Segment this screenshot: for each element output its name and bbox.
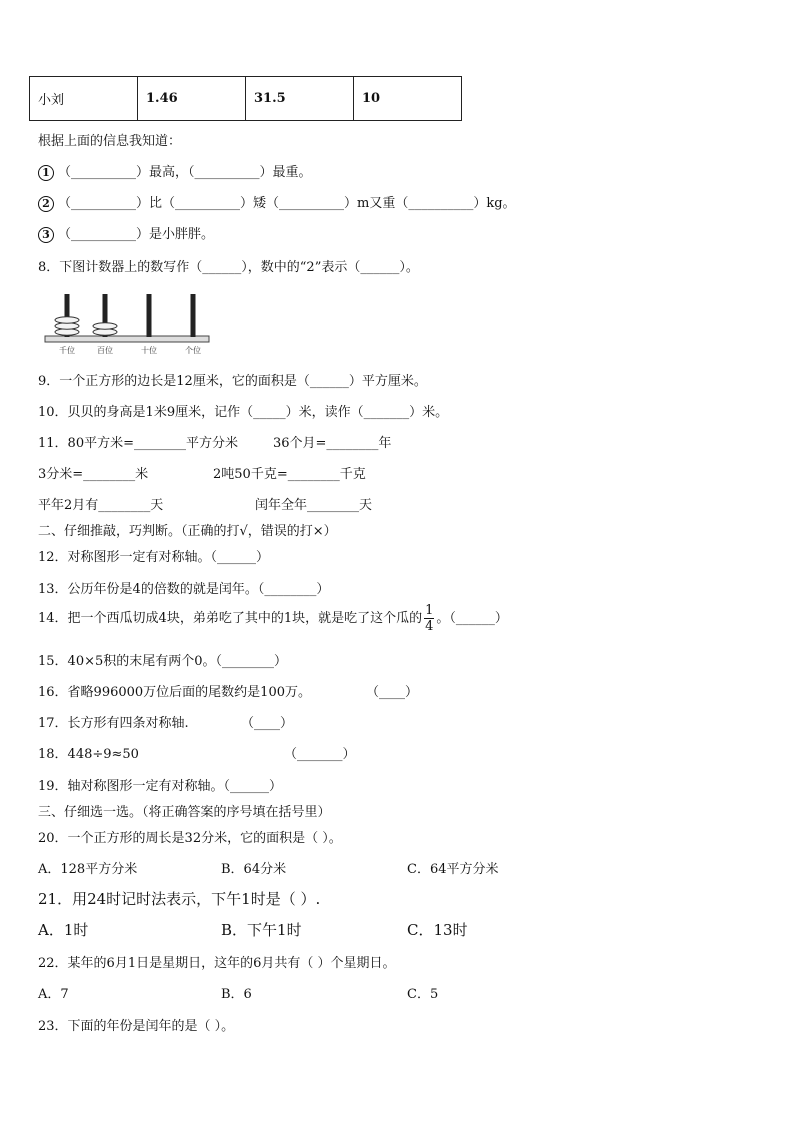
- section-3-heading: 三、仔细选一选。（将正确答案的序号填在括号里）: [38, 805, 331, 820]
- abacus-place-label: 百位: [97, 346, 113, 355]
- circled-number: 2: [38, 196, 54, 212]
- circled-number: 1: [38, 165, 54, 181]
- question-22-option-a: A．7: [38, 987, 69, 1002]
- table-cell-weight: 31.5: [246, 77, 354, 121]
- abacus-bead: [93, 329, 117, 335]
- question-17: 17．长方形有四条对称轴.: [38, 716, 189, 731]
- question-20-option-b: B．64分米: [221, 862, 287, 877]
- question-21-option-a: A．1时: [38, 921, 89, 939]
- abacus-rod: [147, 294, 152, 337]
- abacus-place-label: 千位: [59, 346, 75, 355]
- question-18-paren: （_______）: [284, 747, 356, 762]
- info-heading: 根据上面的信息我知道：: [38, 134, 182, 149]
- question-15: 15．40×5积的末尾有两个0。（________）: [38, 654, 288, 669]
- question-8: 8．下图计数器上的数写作（______），数中的“2”表示（______）。: [38, 260, 419, 275]
- abacus-bead: [93, 323, 117, 329]
- question-22-option-c: C．5: [407, 987, 439, 1002]
- question-22: 22．某年的6月1日是星期日，这年的6月共有（ ）个星期日。: [38, 956, 396, 971]
- table-row: [30, 77, 462, 121]
- question-16-paren: （____）: [366, 685, 419, 700]
- section-2-heading: 二、仔细推敲，巧判断。（正确的打√，错误的打×）: [38, 524, 337, 539]
- info-item-3: [38, 223, 214, 243]
- question-13: 13．公历年份是4的倍数的就是闰年。（________）: [38, 582, 330, 597]
- question-11-a: 11．80平方米=________平方分米: [38, 436, 238, 451]
- question-11-c: 3分米=________米: [38, 467, 149, 482]
- question-21: 21．用24时记时法表示，下午1时是（ ）.: [38, 890, 321, 908]
- abacus-figure: [43, 290, 211, 356]
- question-10: 10．贝贝的身高是1米9厘米，记作（_____）米，读作（_______）米。: [38, 405, 449, 420]
- table-cell-height: 1.46: [138, 77, 246, 121]
- question-9: 9．一个正方形的边长是12厘米，它的面积是（______）平方厘米。: [38, 374, 427, 389]
- info-item-text: （__________）是小胖胖。: [58, 227, 215, 242]
- question-20: 20．一个正方形的周长是32分米，它的面积是（ ）。: [38, 831, 342, 846]
- table-cell-name: 小刘: [30, 77, 138, 121]
- question-19: 19．轴对称图形一定有对称轴。（______）: [38, 779, 283, 794]
- question-12: 12．对称图形一定有对称轴。（______）: [38, 550, 270, 565]
- abacus-bead: [55, 329, 79, 335]
- info-item-1: [38, 161, 312, 181]
- circled-number: 3: [38, 227, 54, 243]
- question-16: 16．省略996000万位后面的尾数约是100万。: [38, 685, 311, 700]
- abacus-place-label: 个位: [185, 346, 201, 355]
- fraction-one-quarter: [424, 604, 434, 633]
- abacus-bead: [55, 323, 79, 329]
- info-item-text: （__________）最高，（__________）最重。: [58, 165, 312, 180]
- question-11-e: 平年2月有________天: [38, 498, 164, 513]
- info-table: [29, 76, 462, 121]
- table-cell-age: 10: [354, 77, 462, 121]
- question-21-option-c: C．13时: [407, 921, 468, 939]
- abacus-place-label: 十位: [141, 346, 157, 355]
- question-11-d: 2吨50千克=________千克: [213, 467, 366, 482]
- question-11-b: 36个月=________年: [273, 436, 392, 451]
- question-23: 23．下面的年份是闰年的是（ ）。: [38, 1019, 235, 1034]
- question-14: [38, 604, 508, 633]
- fraction-denominator: 4: [425, 619, 434, 634]
- question-22-option-b: B．6: [221, 987, 252, 1002]
- question-17-paren: （____）: [241, 716, 294, 731]
- abacus-bead: [55, 317, 79, 323]
- question-14-paren: 。（______）: [436, 611, 508, 626]
- question-21-option-b: B．下午1时: [221, 921, 302, 939]
- question-20-option-c: C．64平方分米: [407, 862, 499, 877]
- fraction-numerator: 1: [425, 603, 434, 618]
- abacus-rod: [191, 294, 196, 337]
- info-item-text: （__________）比（__________）矮（__________）m又重（__________）kg。: [58, 196, 516, 211]
- question-18: 18．448÷9≈50: [38, 747, 139, 762]
- question-20-option-a: A．128平方分米: [38, 862, 138, 877]
- question-14-text: 14．把一个西瓜切成4块，弟弟吃了其中的1块，就是吃了这个瓜的: [38, 611, 423, 626]
- question-11-f: 闰年全年________天: [255, 498, 373, 513]
- info-item-2: [38, 192, 516, 212]
